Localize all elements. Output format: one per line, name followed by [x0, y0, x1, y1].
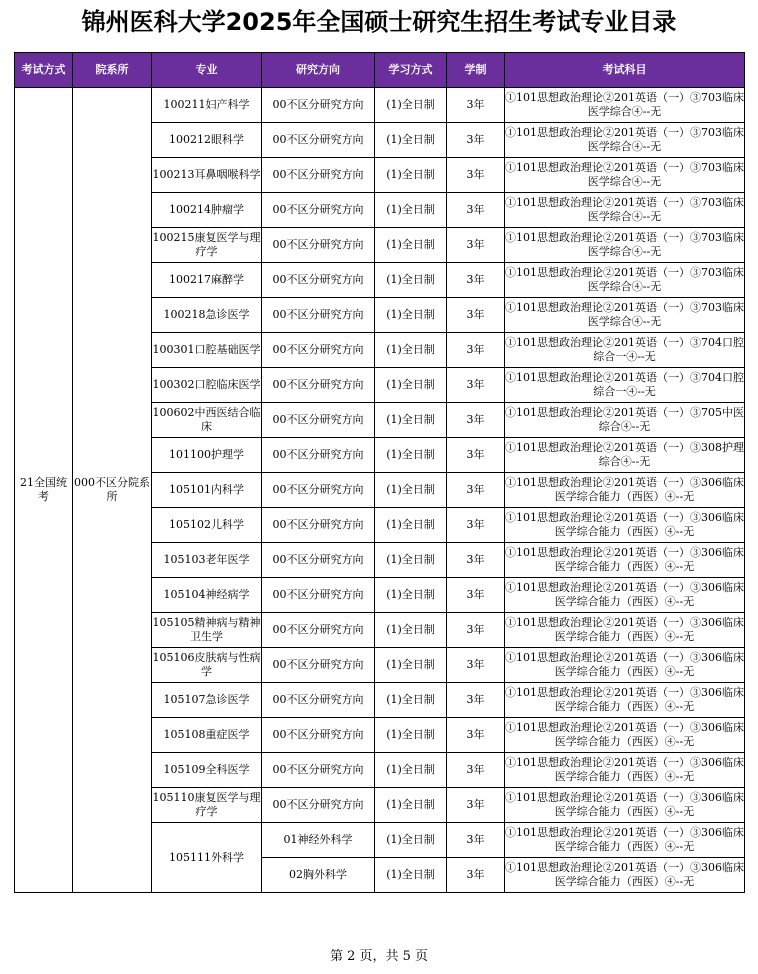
- header-research-direction: 研究方向: [262, 53, 375, 88]
- exam-subjects-cell: ①101思想政治理论②201英语（一）③306临床医学综合能力（西医）④--无: [505, 648, 745, 683]
- study-mode-cell: (1)全日制: [375, 298, 447, 333]
- duration-cell: 3年: [447, 683, 505, 718]
- direction-cell: 00不区分研究方向: [262, 648, 375, 683]
- major-cell: 100213耳鼻咽喉科学: [152, 158, 262, 193]
- direction-cell: 00不区分研究方向: [262, 88, 375, 123]
- major-cell: 105110康复医学与理疗学: [152, 788, 262, 823]
- major-cell: 100214肿瘤学: [152, 193, 262, 228]
- duration-cell: 3年: [447, 158, 505, 193]
- direction-cell: 00不区分研究方向: [262, 543, 375, 578]
- major-cell: 105111外科学: [152, 823, 262, 893]
- direction-cell: 00不区分研究方向: [262, 228, 375, 263]
- study-mode-cell: (1)全日制: [375, 88, 447, 123]
- duration-cell: 3年: [447, 193, 505, 228]
- study-mode-cell: (1)全日制: [375, 578, 447, 613]
- exam-subjects-cell: ①101思想政治理论②201英语（一）③703临床医学综合④--无: [505, 123, 745, 158]
- duration-cell: 3年: [447, 333, 505, 368]
- major-cell: 105104神经病学: [152, 578, 262, 613]
- study-mode-cell: (1)全日制: [375, 368, 447, 403]
- page-footer: 第 2 页，共 5 页: [329, 949, 429, 964]
- header-duration: 学制: [447, 53, 505, 88]
- exam-subjects-cell: ①101思想政治理论②201英语（一）③306临床医学综合能力（西医）④--无: [505, 858, 745, 893]
- major-cell: 105101内科学: [152, 473, 262, 508]
- department-cell: 000不区分院系所: [73, 88, 152, 893]
- duration-cell: 3年: [447, 543, 505, 578]
- major-cell: 105106皮肤病与性病学: [152, 648, 262, 683]
- study-mode-cell: (1)全日制: [375, 123, 447, 158]
- exam-subjects-cell: ①101思想政治理论②201英语（一）③703临床医学综合④--无: [505, 228, 745, 263]
- major-cell: 100211妇产科学: [152, 88, 262, 123]
- direction-cell: 00不区分研究方向: [262, 333, 375, 368]
- table-row: [15, 88, 745, 123]
- major-cell: 100301口腔基础医学: [152, 333, 262, 368]
- major-cell: 105102儿科学: [152, 508, 262, 543]
- study-mode-cell: (1)全日制: [375, 613, 447, 648]
- duration-cell: 3年: [447, 368, 505, 403]
- direction-cell: 00不区分研究方向: [262, 788, 375, 823]
- header-exam-method: 考试方式: [15, 53, 73, 88]
- duration-cell: 3年: [447, 858, 505, 893]
- study-mode-cell: (1)全日制: [375, 193, 447, 228]
- duration-cell: 3年: [447, 578, 505, 613]
- exam-method-cell: 21全国统考: [15, 88, 73, 893]
- study-mode-cell: (1)全日制: [375, 228, 447, 263]
- program-catalog-table: [14, 52, 745, 893]
- direction-cell: 00不区分研究方向: [262, 158, 375, 193]
- direction-cell: 00不区分研究方向: [262, 298, 375, 333]
- duration-cell: 3年: [447, 403, 505, 438]
- exam-subjects-cell: ①101思想政治理论②201英语（一）③703临床医学综合④--无: [505, 158, 745, 193]
- exam-subjects-cell: ①101思想政治理论②201英语（一）③705中医综合④--无: [505, 403, 745, 438]
- major-cell: 101100护理学: [152, 438, 262, 473]
- duration-cell: 3年: [447, 648, 505, 683]
- direction-cell: 00不区分研究方向: [262, 263, 375, 298]
- exam-subjects-cell: ①101思想政治理论②201英语（一）③306临床医学综合能力（西医）④--无: [505, 613, 745, 648]
- study-mode-cell: (1)全日制: [375, 473, 447, 508]
- exam-subjects-cell: ①101思想政治理论②201英语（一）③703临床医学综合④--无: [505, 263, 745, 298]
- direction-cell: 02胸外科学: [262, 858, 375, 893]
- major-cell: 105109全科医学: [152, 753, 262, 788]
- exam-subjects-cell: ①101思想政治理论②201英语（一）③703临床医学综合④--无: [505, 88, 745, 123]
- study-mode-cell: (1)全日制: [375, 403, 447, 438]
- duration-cell: 3年: [447, 788, 505, 823]
- study-mode-cell: (1)全日制: [375, 263, 447, 298]
- duration-cell: 3年: [447, 613, 505, 648]
- exam-subjects-cell: ①101思想政治理论②201英语（一）③306临床医学综合能力（西医）④--无: [505, 508, 745, 543]
- duration-cell: 3年: [447, 263, 505, 298]
- direction-cell: 01神经外科学: [262, 823, 375, 858]
- exam-subjects-cell: ①101思想政治理论②201英语（一）③308护理综合④--无: [505, 438, 745, 473]
- major-cell: 105103老年医学: [152, 543, 262, 578]
- duration-cell: 3年: [447, 298, 505, 333]
- major-cell: 100302口腔临床医学: [152, 368, 262, 403]
- header-exam-subjects: 考试科目: [505, 53, 745, 88]
- duration-cell: 3年: [447, 88, 505, 123]
- major-cell: 100217麻醉学: [152, 263, 262, 298]
- exam-subjects-cell: ①101思想政治理论②201英语（一）③306临床医学综合能力（西医）④--无: [505, 543, 745, 578]
- major-cell: 105107急诊医学: [152, 683, 262, 718]
- study-mode-cell: (1)全日制: [375, 718, 447, 753]
- major-cell: 105105精神病与精神卫生学: [152, 613, 262, 648]
- exam-subjects-cell: ①101思想政治理论②201英语（一）③703临床医学综合④--无: [505, 298, 745, 333]
- duration-cell: 3年: [447, 508, 505, 543]
- duration-cell: 3年: [447, 823, 505, 858]
- study-mode-cell: (1)全日制: [375, 788, 447, 823]
- study-mode-cell: (1)全日制: [375, 508, 447, 543]
- header-department: 院系所: [73, 53, 152, 88]
- direction-cell: 00不区分研究方向: [262, 123, 375, 158]
- exam-subjects-cell: ①101思想政治理论②201英语（一）③306临床医学综合能力（西医）④--无: [505, 788, 745, 823]
- direction-cell: 00不区分研究方向: [262, 508, 375, 543]
- exam-subjects-cell: ①101思想政治理论②201英语（一）③306临床医学综合能力（西医）④--无: [505, 473, 745, 508]
- exam-subjects-cell: ①101思想政治理论②201英语（一）③306临床医学综合能力（西医）④--无: [505, 718, 745, 753]
- study-mode-cell: (1)全日制: [375, 858, 447, 893]
- direction-cell: 00不区分研究方向: [262, 403, 375, 438]
- direction-cell: 00不区分研究方向: [262, 718, 375, 753]
- direction-cell: 00不区分研究方向: [262, 193, 375, 228]
- duration-cell: 3年: [447, 473, 505, 508]
- exam-subjects-cell: ①101思想政治理论②201英语（一）③306临床医学综合能力（西医）④--无: [505, 683, 745, 718]
- header-row: [15, 53, 745, 88]
- exam-subjects-cell: ①101思想政治理论②201英语（一）③703临床医学综合④--无: [505, 193, 745, 228]
- direction-cell: 00不区分研究方向: [262, 368, 375, 403]
- major-cell: 105108重症医学: [152, 718, 262, 753]
- study-mode-cell: (1)全日制: [375, 543, 447, 578]
- direction-cell: 00不区分研究方向: [262, 613, 375, 648]
- duration-cell: 3年: [447, 438, 505, 473]
- page-title: 锦州医科大学2025年全国硕士研究生招生考试专业目录: [81, 8, 677, 36]
- exam-subjects-cell: ①101思想政治理论②201英语（一）③704口腔综合一④--无: [505, 368, 745, 403]
- exam-subjects-cell: ①101思想政治理论②201英语（一）③704口腔综合一④--无: [505, 333, 745, 368]
- study-mode-cell: (1)全日制: [375, 438, 447, 473]
- study-mode-cell: (1)全日制: [375, 823, 447, 858]
- direction-cell: 00不区分研究方向: [262, 753, 375, 788]
- major-cell: 100218急诊医学: [152, 298, 262, 333]
- study-mode-cell: (1)全日制: [375, 683, 447, 718]
- direction-cell: 00不区分研究方向: [262, 683, 375, 718]
- study-mode-cell: (1)全日制: [375, 648, 447, 683]
- major-cell: 100602中西医结合临床: [152, 403, 262, 438]
- major-cell: 100212眼科学: [152, 123, 262, 158]
- exam-subjects-cell: ①101思想政治理论②201英语（一）③306临床医学综合能力（西医）④--无: [505, 823, 745, 858]
- header-major: 专业: [152, 53, 262, 88]
- direction-cell: 00不区分研究方向: [262, 578, 375, 613]
- duration-cell: 3年: [447, 123, 505, 158]
- direction-cell: 00不区分研究方向: [262, 438, 375, 473]
- direction-cell: 00不区分研究方向: [262, 473, 375, 508]
- study-mode-cell: (1)全日制: [375, 333, 447, 368]
- duration-cell: 3年: [447, 228, 505, 263]
- study-mode-cell: (1)全日制: [375, 158, 447, 193]
- duration-cell: 3年: [447, 753, 505, 788]
- header-study-mode: 学习方式: [375, 53, 447, 88]
- duration-cell: 3年: [447, 718, 505, 753]
- study-mode-cell: (1)全日制: [375, 753, 447, 788]
- catalog-body: [15, 88, 745, 893]
- major-cell: 100215康复医学与理疗学: [152, 228, 262, 263]
- exam-subjects-cell: ①101思想政治理论②201英语（一）③306临床医学综合能力（西医）④--无: [505, 753, 745, 788]
- exam-subjects-cell: ①101思想政治理论②201英语（一）③306临床医学综合能力（西医）④--无: [505, 578, 745, 613]
